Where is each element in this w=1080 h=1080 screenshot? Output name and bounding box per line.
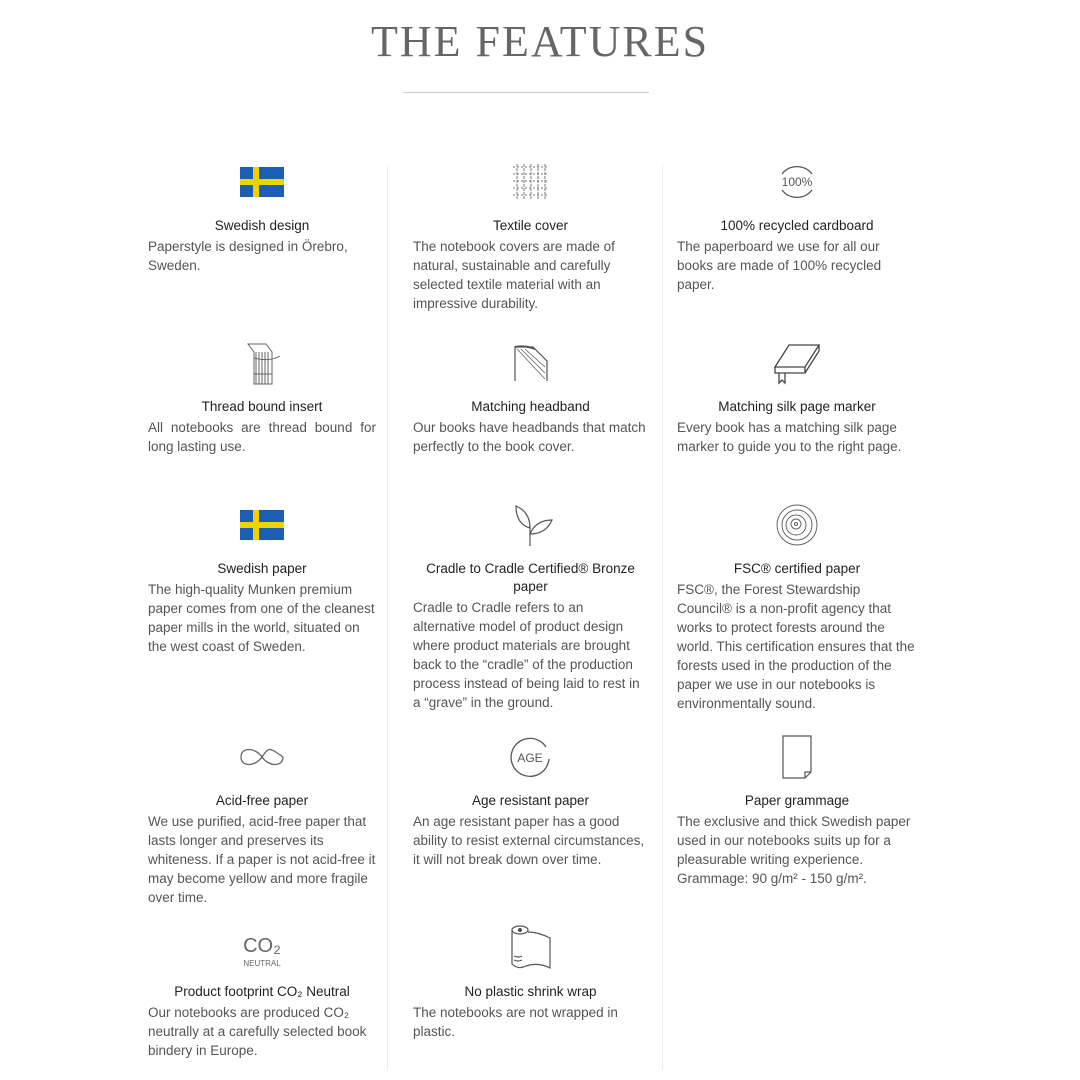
feature-title: Acid-free paper (215, 793, 309, 808)
tree-rings-icon (677, 496, 917, 554)
leaf-sprout-icon (413, 496, 648, 554)
icon-label: AGE (516, 751, 543, 765)
icon-sublabel: NEUTRAL (243, 959, 281, 968)
swedish-flag-icon (148, 496, 376, 554)
feature-description: Cradle to Cradle refers to an alternative model of product design where product materials are brought back to the “cradle” of the production process instead of being laid to rest in a “grave” in the ground. (413, 600, 640, 710)
paper-sheet-icon (677, 728, 917, 786)
feature-description: The notebooks are not wrapped in plastic. (413, 1005, 618, 1039)
book-page-marker-icon (677, 334, 917, 392)
feature-fsc (677, 496, 917, 713)
column-divider (662, 165, 663, 1070)
swedish-flag-icon (148, 153, 376, 211)
feature-description: An age resistant paper has a good ability to resist external circumstances, it will not break down over time. (413, 814, 645, 867)
feature-title: 100% recycled cardboard (720, 218, 874, 233)
feature-title: Thread bound insert (201, 399, 323, 414)
feature-recycled-cardboard (677, 153, 917, 294)
feature-swedish-paper (148, 496, 376, 656)
feature-title: Product footprint CO₂ Neutral (174, 984, 350, 999)
feature-age-resistant (413, 728, 648, 869)
feature-title: FSC® certified paper (733, 561, 861, 576)
feature-description: The high-quality Munken premium paper comes from one of the cleanest paper mills in the world, situated on the west coast of Sweden. (148, 582, 375, 654)
column-divider (387, 165, 388, 1070)
feature-acid-free (148, 728, 376, 907)
feature-page-marker (677, 334, 917, 456)
feature-title: Cradle to Cradle Certified® Bronze paper (426, 561, 635, 594)
thread-bound-icon (148, 334, 376, 392)
feature-description: Paperstyle is designed in Örebro, Sweden. (148, 239, 348, 273)
paper-roll-icon (413, 919, 648, 977)
feature-description: Our notebooks are produced CO₂ neutrally at a carefully selected book bindery in Europe. (148, 1005, 367, 1058)
feature-description: We use purified, acid-free paper that lasts longer and preserves its whiteness. If a paper is not acid-free it may become yellow and more fragile over time. (148, 814, 376, 905)
feature-title: Swedish paper (217, 561, 307, 576)
feature-description: FSC®, the Forest Stewardship Council® is a non-profit agency that works to protect forests around the world. This certification ensures that the forests used in the production of the paper we use in our notebooks is environmentally sound. (677, 582, 915, 711)
textile-weave-icon (413, 153, 648, 211)
feature-title: Matching headband (471, 399, 590, 414)
feature-no-plastic (413, 919, 648, 1041)
recycle-100-icon (677, 153, 917, 211)
icon-label: CO₂ (243, 935, 281, 957)
age-cycle-icon (413, 728, 648, 786)
feature-swedish-design (148, 153, 376, 275)
feature-description: Our books have headbands that match perfectly to the book cover. (413, 420, 646, 454)
feature-title: Textile cover (492, 218, 569, 233)
feature-description: The notebook covers are made of natural, sustainable and carefully selected textile material with an impressive durability. (413, 239, 615, 311)
feature-title: Matching silk page marker (718, 399, 876, 414)
page-title: THE FEATURES (370, 17, 710, 66)
feature-title: No plastic shrink wrap (464, 984, 597, 999)
feature-description: Every book has a matching silk page marker to guide you to the right page. (677, 420, 902, 454)
feature-thread-bound (148, 334, 376, 456)
feature-description: The exclusive and thick Swedish paper used in our notebooks suits up for a pleasurable writing experience. Grammage: 90 g/m² - 150 g/m². (677, 814, 911, 886)
feature-co2-neutral (148, 919, 376, 1060)
feature-title: Swedish design (214, 218, 310, 233)
feature-title: Paper grammage (744, 793, 850, 808)
feature-cradle-to-cradle (413, 496, 648, 712)
feature-description: All notebooks are thread bound for long lasting use. (148, 420, 376, 454)
feature-headband (413, 334, 648, 456)
title-divider (403, 92, 649, 93)
feature-title: Age resistant paper (471, 793, 590, 808)
infinity-icon (148, 728, 376, 786)
feature-description: The paperboard we use for all our books are made of 100% recycled paper. (677, 239, 882, 292)
feature-grammage (677, 728, 917, 888)
icon-label: 100% (781, 175, 813, 189)
headband-icon (413, 334, 648, 392)
co2-neutral-icon (148, 919, 376, 977)
feature-textile-cover (413, 153, 648, 313)
